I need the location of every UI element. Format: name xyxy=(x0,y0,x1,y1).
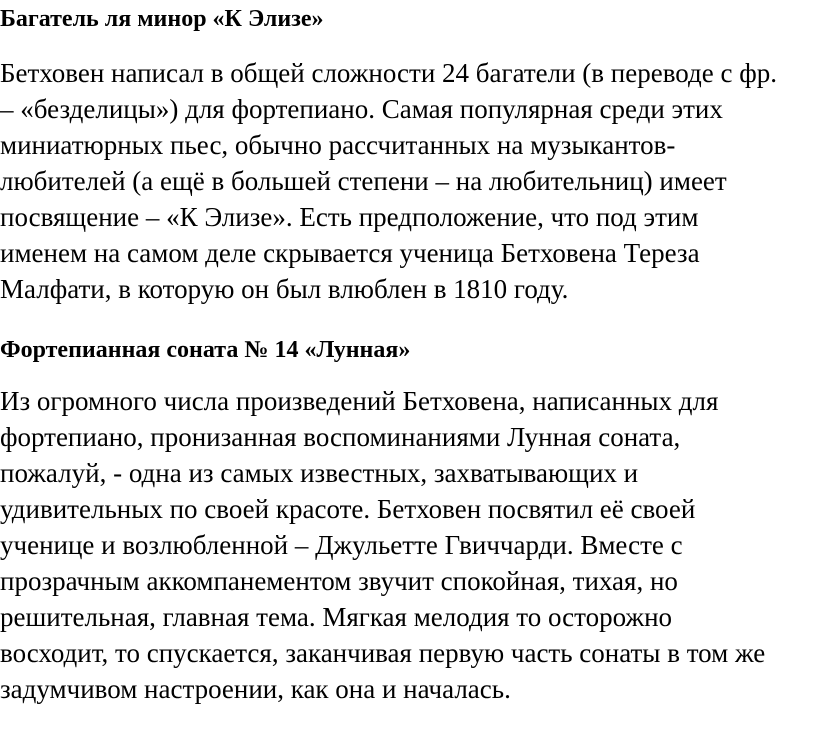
text-line: прозрачным аккомпанементом звучит спокойная, тихая, но xyxy=(0,566,678,596)
paragraph-fur-elise xyxy=(0,55,777,307)
section-heading-moonlight-sonata: Фортепианная соната № 14 «Лунная» xyxy=(0,337,411,363)
text-line: пожалуй, - одна из самых известных, захватывающих и xyxy=(0,458,639,488)
text-line: именем на самом деле скрывается ученица Бетховена Тереза xyxy=(0,238,700,268)
text-line: миниатюрных пьес, обычно рассчитанных на музыкантов- xyxy=(0,130,676,160)
paragraph-moonlight-sonata xyxy=(0,383,765,707)
text-line: восходит, то спускается, заканчивая первую часть сонаты в том же xyxy=(0,638,766,668)
text-line: удивительных по своей красоте. Бетховен посвятил её своей xyxy=(0,494,696,524)
section-heading-fur-elise: Багатель ля минор «К Элизе» xyxy=(0,6,324,32)
text-line: ученице и возлюбленной – Джульетте Гвиччарди. Вместе с xyxy=(0,530,683,560)
text-line: фортепиано, пронизанная воспоминаниями Лунная соната, xyxy=(0,422,681,452)
text-line: посвящение – «К Элизе». Есть предположение, что под этим xyxy=(0,202,699,232)
text-line: – «безделицы») для фортепиано. Самая популярная среди этих xyxy=(0,94,723,124)
text-line: решительная, главная тема. Мягкая мелодия то осторожно xyxy=(0,602,673,632)
text-line: Малфати, в которую он был влюблен в 1810 году. xyxy=(0,274,569,304)
text-line: любителей (а ещё в большей степени – на любительниц) имеет xyxy=(0,166,727,196)
text-line: задумчивом настроении, как она и началась. xyxy=(0,674,511,704)
text-line: Бетховен написал в общей сложности 24 багатели (в переводе с фр. xyxy=(0,58,777,88)
text-line: Из огромного числа произведений Бетховена, написанных для xyxy=(0,386,719,416)
